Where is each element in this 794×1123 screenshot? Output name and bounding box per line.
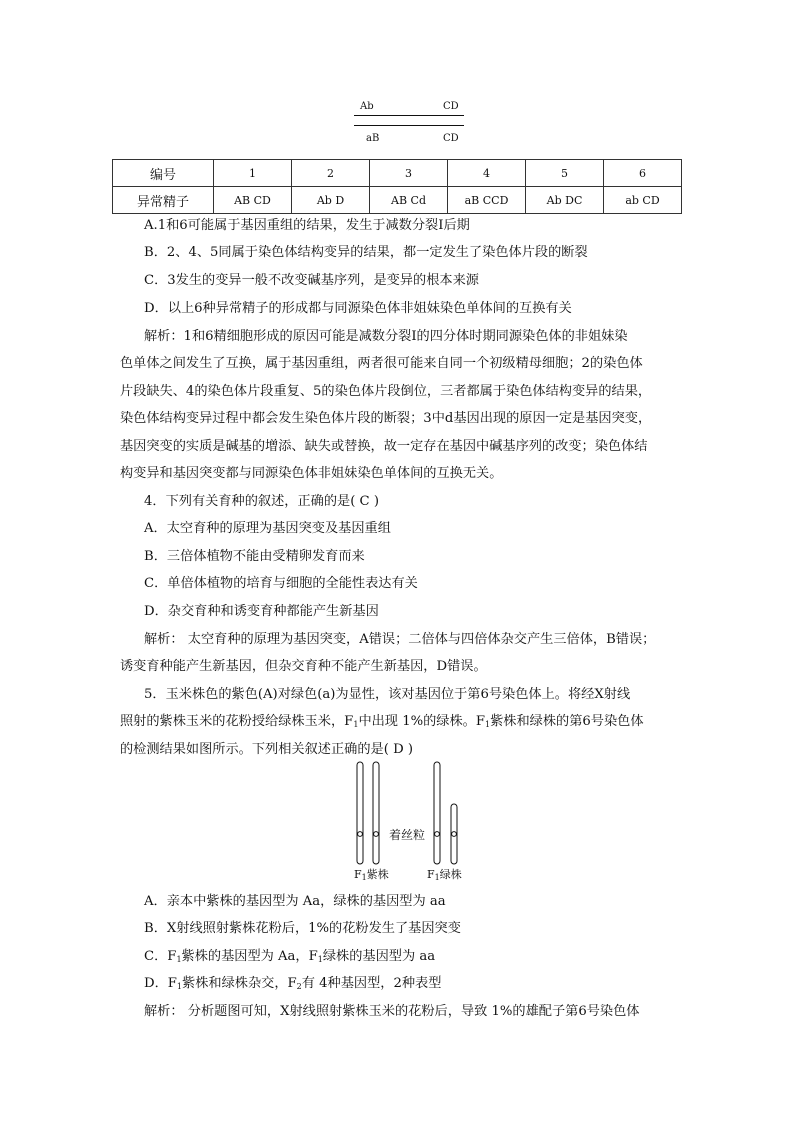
table-row — [113, 187, 682, 214]
table-cell: AB Cd — [370, 187, 448, 214]
q4-stem: 4．下列有关育种的叙述，正确的是( C ) — [144, 494, 379, 509]
q3-option-d: D．以上6种异常精子的形成都与同源染色体非姐妹染色单体间的互换有关 — [144, 301, 572, 316]
table-cell: aB CCD — [448, 187, 526, 214]
table-header-number: 编号 — [113, 160, 214, 187]
chromosome-drawing — [340, 758, 480, 868]
table-cell: 3 — [370, 160, 448, 187]
label-text: F — [354, 868, 362, 881]
q3-analysis-line: 片段缺失、4的染色体片段重复、5的染色体片段倒位，三者都属于染色体结构变异的结果， — [120, 384, 652, 399]
q5-stem-line: 5．玉米株色的紫色(A)对绿色(a)为显性，该对基因位于第6号染色体上。将经X射线 — [144, 687, 631, 702]
q5-analysis-line: 解析： 分析题图可知，X射线照射紫株玉米的花粉后，导致 1%的雄配子第6号染色体 — [144, 1004, 640, 1019]
q3-analysis-line: 构变异和基因突变都与同源染色体非姐妹染色单体间的互换无关。 — [120, 466, 503, 481]
label-text: 紫株 — [366, 868, 389, 881]
table-cell: 5 — [526, 160, 604, 187]
option-text: 绿株的基因型为 aa — [322, 949, 436, 964]
chromosome-left-2 — [373, 762, 379, 864]
table-cell: Ab D — [292, 187, 370, 214]
q5-stem-text: 中出现 1%的绿株。F — [358, 714, 486, 729]
table-cell: Ab DC — [526, 187, 604, 214]
allele-lower-left: aB — [366, 133, 380, 144]
q5-option-b: B．X射线照射紫株花粉后，1%的花粉发生了基因突变 — [144, 921, 461, 936]
f1-green-label — [427, 866, 462, 882]
q3-analysis-line: 解析：1和6精细胞形成的原因可能是减数分裂Ⅰ的四分体时期同源染色体的非姐妹染 — [144, 329, 628, 344]
q3-option-c: C．3发生的变异一般不改变碱基序列，是变异的根本来源 — [144, 273, 479, 288]
q5-stem-line: 的检测结果如图所示。下列相关叙述正确的是( D ) — [120, 742, 413, 757]
label-text: F — [427, 868, 435, 881]
option-text: 有 4种基因型，2种表型 — [301, 976, 442, 991]
q5-option-d — [144, 976, 704, 995]
q3-analysis-line: 染色体结构变异过程中都会发生染色体片段的断裂；3中d基因出现的原因一定是基因突变， — [120, 411, 652, 426]
q4-option-b: B．三倍体植物不能由受精卵发育而来 — [144, 549, 365, 564]
chromosome-right-1 — [434, 762, 440, 864]
q3-analysis-line: 基因突变的实质是碱基的增添、缺失或替换，故一定存在基因中碱基序列的改变；染色体结 — [120, 439, 648, 454]
q5-option-a: A．亲本中紫株的基因型为 Aa，绿株的基因型为 aa — [144, 894, 446, 909]
chromosome-line-upper — [354, 115, 464, 116]
option-text: 紫株的基因型为 Aa，F — [181, 949, 318, 964]
centromere — [435, 832, 440, 837]
option-text: D．F — [144, 976, 177, 991]
subscript: 1 — [353, 720, 359, 729]
subscript: 1 — [176, 982, 183, 991]
option-text: 紫株和绿株杂交，F — [182, 976, 297, 991]
q3-analysis-line: 色单体之间发生了互换，属于基因重组，两者很可能来自同一个初级精母细胞；2的染色体 — [120, 356, 643, 371]
q4-option-d: D．杂交育种和诱变育种都能产生新基因 — [144, 604, 379, 619]
table-cell: 4 — [448, 160, 526, 187]
table-cell: 6 — [604, 160, 682, 187]
label-text: 绿株 — [439, 868, 462, 881]
table-cell: ab CD — [604, 187, 682, 214]
allele-upper-left: Ab — [360, 101, 374, 112]
allele-lower-right: CD — [443, 133, 459, 144]
allele-upper-right: CD — [443, 101, 459, 112]
table-cell: 1 — [214, 160, 292, 187]
q4-analysis-line: 诱变育种能产生新基因，但杂交育种不能产生新基因，D错误。 — [120, 659, 487, 674]
subscript: 2 — [296, 982, 302, 991]
option-text: C．F — [144, 949, 177, 964]
table-row — [113, 160, 682, 187]
subscript: 1 — [317, 955, 323, 964]
q3-option-b: B．2、4、5同属于染色体结构变异的结果，都一定发生了染色体片段的断裂 — [144, 245, 588, 260]
q4-analysis-line: 解析： 太空育种的原理为基因突变，A错误；二倍体与四倍体杂交产生三倍体，B错误； — [144, 632, 656, 647]
q3-option-a: A.1和6可能属于基因重组的结果，发生于减数分裂Ⅰ后期 — [144, 218, 470, 233]
chromosome-left-1 — [357, 762, 363, 864]
subscript: 1 — [434, 873, 440, 882]
centromere — [358, 832, 363, 837]
centromere-label: 着丝粒 — [389, 828, 426, 842]
f1-purple-label — [354, 866, 389, 882]
q5-stem-text: 照射的紫株玉米的花粉授给绿株玉米，F — [120, 714, 354, 729]
q4-option-a: A．太空育种的原理为基因突变及基因重组 — [144, 521, 391, 536]
table-header-sperm: 异常精子 — [113, 187, 214, 214]
table-cell: 2 — [292, 160, 370, 187]
chromosome-line-lower — [354, 125, 464, 126]
subscript: 1 — [176, 955, 182, 964]
table-cell: AB CD — [214, 187, 292, 214]
subscript: 1 — [485, 720, 491, 729]
subscript: 1 — [361, 873, 367, 882]
q5-option-c — [144, 949, 704, 968]
abnormal-sperm-table — [112, 159, 682, 214]
centromere — [374, 832, 379, 837]
centromere — [452, 832, 457, 837]
q5-stem-line — [120, 714, 680, 733]
q5-stem-text: 紫株和绿株的第6号染色体 — [490, 714, 644, 729]
q4-option-c: C．单倍体植物的培育与细胞的全能性表达有关 — [144, 576, 418, 591]
